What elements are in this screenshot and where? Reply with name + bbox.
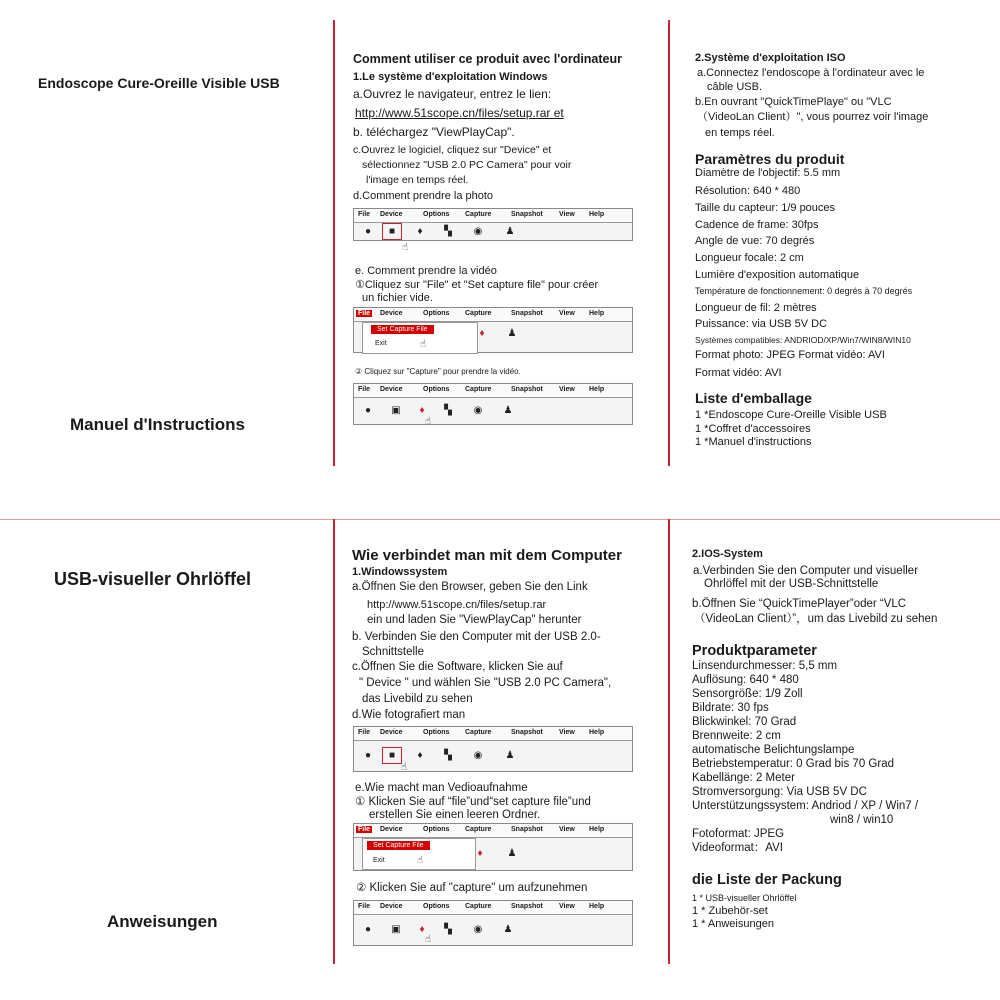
step-e3-de: ② Klicken Sie auf "capture" um aufzunehmen	[356, 882, 588, 894]
param-de: Sensorgröße: 1/9 Zoll	[692, 688, 803, 700]
subheading-windows-fr: 1.Le système d'exploitation Windows	[353, 71, 548, 83]
step-a1-de: a.Öffnen Sie den Browser, geben Sie den Link	[352, 581, 588, 593]
menu-view[interactable]: View	[559, 903, 575, 910]
step-c1-de: c.Öffnen Sie die Software, klicken Sie auf	[352, 661, 563, 673]
param-de: automatische Belichtungslampe	[692, 744, 855, 756]
menu-view[interactable]: View	[559, 826, 575, 833]
record-icon[interactable]: ♦	[479, 328, 485, 339]
toolbar-capture-de	[353, 900, 633, 946]
setup-link-fr[interactable]: http://www.51scope.cn/files/setup.rar et	[355, 106, 564, 120]
divider-de-right	[668, 519, 670, 964]
param-de: Unterstützungssystem: Andriod / XP / Win7 /	[692, 800, 919, 812]
menu-file[interactable]: File	[358, 211, 371, 218]
menu-options[interactable]: Options	[423, 310, 450, 317]
ios-a2-fr: câble USB.	[707, 81, 763, 93]
menu-file[interactable]: File	[358, 386, 371, 393]
camera-icon[interactable]: ▣	[391, 924, 401, 935]
param-de: Auflösung: 640 * 480	[692, 674, 799, 686]
menu-options[interactable]: Options	[423, 903, 450, 910]
hand-cursor-icon: ☝	[401, 762, 408, 773]
step-b-fr: b. téléchargez "ViewPlayCap".	[353, 125, 515, 139]
menu-bar	[354, 209, 632, 223]
manual-title-de: Anweisungen	[107, 912, 218, 931]
ios-b1-fr: b.En ouvrant "QuickTimePlaye" ou "VLC	[695, 96, 892, 108]
user-icon[interactable]: ♟	[507, 848, 517, 859]
param-fr: Longueur focale: 2 cm	[695, 252, 804, 264]
step-d-fr: d.Comment prendre la photo	[353, 190, 494, 202]
param-fr: Résolution: 640 * 480	[695, 185, 801, 197]
step-e1-de: ① Klicken Sie auf “file”und“set capture file”und	[355, 796, 591, 808]
menu-file[interactable]: File	[358, 826, 371, 833]
pack-item-de: 1 * USB-visueller Ohrlöffel	[692, 893, 797, 903]
step-e2-de: erstellen Sie einen leeren Ordner.	[369, 809, 541, 821]
pack-item-de: 1 * Anweisungen	[692, 918, 774, 930]
menu-help[interactable]: Help	[589, 826, 605, 833]
menu-bar	[354, 727, 632, 741]
film-icon[interactable]: ▚	[444, 750, 452, 761]
param-de: Blickwinkel: 70 Grad	[692, 716, 797, 728]
menu-bar	[354, 901, 632, 915]
hand-cursor-icon: ☝	[402, 242, 409, 253]
menu-device[interactable]: Device	[380, 903, 403, 910]
menu-options[interactable]: Options	[423, 729, 450, 736]
menu-options[interactable]: Options	[423, 211, 450, 218]
exit-item[interactable]: Exit	[375, 340, 387, 347]
menu-device[interactable]: Device	[380, 729, 403, 736]
menu-help[interactable]: Help	[589, 729, 605, 736]
menu-capture[interactable]: Capture	[465, 826, 492, 833]
section-divider	[0, 519, 1000, 520]
heading-de: Wie verbindet man mit dem Computer	[352, 547, 622, 564]
hand-cursor-icon: ☝	[425, 934, 432, 945]
menu-file[interactable]: File	[358, 729, 371, 736]
ios-b2-fr: （VideoLan Client）", vous pourrez voir l'image	[697, 111, 929, 123]
param-de: Stromversorgung: Via USB 5V DC	[692, 786, 867, 798]
params-title-fr: Paramètres du produit	[695, 151, 845, 167]
camera-icon[interactable]: ▣	[391, 405, 401, 416]
step-e2-fr: un fichier vide.	[362, 292, 433, 304]
menu-view[interactable]: View	[559, 386, 575, 393]
pack-title-fr: Liste d'emballage	[695, 390, 812, 406]
menu-bar	[354, 308, 632, 322]
hand-cursor-icon: ☝	[417, 855, 424, 866]
menu-view[interactable]: View	[559, 310, 575, 317]
param-de: Betriebstemperatur: 0 Grad bis 70 Grad	[692, 758, 894, 770]
user-icon[interactable]: ♟	[503, 924, 513, 935]
param-fr: Taille du capteur: 1/9 pouces	[695, 202, 836, 214]
pack-item-fr: 1 *Coffret d'accessoires	[695, 423, 811, 435]
cover-title-de: USB-visueller Ohrlöffel	[54, 569, 252, 589]
step-b2-de: Schnittstelle	[362, 646, 425, 658]
menu-capture[interactable]: Capture	[465, 903, 492, 910]
pack-title-de: die Liste der Packung	[692, 872, 842, 888]
set-capture-file-item[interactable]: Set Capture File	[367, 841, 430, 850]
step-c2-de: " Device " und wählen Sie "USB 2.0 PC Camera",	[359, 677, 612, 689]
menu-options[interactable]: Options	[423, 826, 450, 833]
manual-title-fr: Manuel d'Instructions	[70, 415, 245, 434]
step-c1-fr: c.Ouvrez le logiciel, cliquez sur "Device" et	[353, 144, 552, 156]
param-fr: Format vidéo: AVI	[695, 367, 782, 379]
menu-device[interactable]: Device	[380, 310, 403, 317]
menu-help[interactable]: Help	[589, 310, 605, 317]
heading-fr: Comment utiliser ce produit avec l'ordinateur	[353, 52, 623, 66]
menu-capture[interactable]: Capture	[465, 211, 492, 218]
step-c3-fr: l'image en temps réel.	[366, 174, 469, 186]
step-a-fr: a.Ouvrez le navigateur, entrez le lien:	[353, 87, 552, 101]
film-icon[interactable]: ▚	[444, 405, 452, 416]
hand-cursor-icon: ☝	[420, 339, 427, 350]
step-e3-fr: ② Cliquez sur "Capture" pour prendre la vidéo.	[355, 367, 521, 376]
param-fr: Angle de vue: 70 degrés	[695, 235, 815, 247]
pack-item-fr: 1 *Endoscope Cure-Oreille Visible USB	[695, 409, 887, 421]
param-de: Fotoformat: JPEG	[692, 828, 785, 840]
param-fr: Température de fonctionnement: 0 degrés à 70 degrés	[695, 286, 913, 296]
subheading-ios-de: 2.IOS-System	[692, 548, 763, 560]
user-icon[interactable]: ♟	[507, 328, 517, 339]
ios-b3-fr: en temps réel.	[705, 127, 775, 139]
cover-title-fr: Endoscope Cure-Oreille Visible USB	[38, 75, 280, 91]
webcam-icon[interactable]: ●	[364, 226, 372, 237]
webcam-icon[interactable]: ●	[364, 405, 372, 416]
param-fr: Longueur de fil: 2 mètres	[695, 302, 817, 314]
step-b1-de: b. Verbinden Sie den Computer mit der USB 2.0-	[352, 631, 601, 643]
step-e-de: e.Wie macht man Vedioaufnahme	[355, 782, 528, 794]
ios-a1-fr: a.Connectez l'endoscope à l'ordinateur avec le	[697, 67, 925, 79]
exit-item[interactable]: Exit	[373, 857, 385, 864]
menu-capture[interactable]: Capture	[465, 386, 492, 393]
step-c2-fr: sélectionnez "USB 2.0 PC Camera" pour voir	[362, 159, 572, 171]
menu-options[interactable]: Options	[423, 386, 450, 393]
step-c3-de: das Livebild zu sehen	[362, 693, 473, 705]
subheading-windows-de: 1.Windowssystem	[352, 566, 448, 578]
menu-capture[interactable]: Capture	[465, 729, 492, 736]
user-icon[interactable]: ♟	[505, 226, 515, 237]
menu-bar	[354, 384, 632, 398]
camera-icon[interactable]: ■	[382, 747, 402, 764]
menu-file[interactable]: File	[358, 903, 371, 910]
param-de: Brennweite: 2 cm	[692, 730, 781, 742]
settings-icon[interactable]: ◉	[473, 405, 483, 416]
param-fr: Diamètre de l'objectif: 5.5 mm	[695, 167, 841, 179]
menu-snapshot[interactable]: Snapshot	[511, 903, 543, 910]
menu-device[interactable]: Device	[380, 211, 403, 218]
ios-a1-de: a.Verbinden Sie den Computer und visueller	[693, 565, 919, 577]
ios-b2-de: （VideoLan Client）”，um das Livebild zu sehen	[694, 613, 938, 625]
param-de: Kabellänge: 2 Meter	[692, 772, 795, 784]
menu-help[interactable]: Help	[589, 211, 605, 218]
webcam-icon[interactable]: ●	[364, 750, 372, 761]
hand-cursor-icon: ☝	[425, 416, 432, 427]
divider-de-left	[333, 519, 335, 964]
toolbar-photo-de	[353, 726, 633, 772]
menu-device[interactable]: Device	[380, 826, 403, 833]
divider-fr-right	[668, 20, 670, 466]
film-icon[interactable]: ▚	[444, 924, 452, 935]
webcam-icon[interactable]: ●	[364, 924, 372, 935]
divider-fr-left	[333, 20, 335, 466]
setup-link-de[interactable]: http://www.51scope.cn/files/setup.rar	[367, 599, 547, 611]
pack-item-de: 1 * Zubehör-set	[692, 905, 768, 917]
menu-capture[interactable]: Capture	[465, 310, 492, 317]
pack-item-fr: 1 *Manuel d'instructions	[695, 436, 812, 448]
menu-snapshot[interactable]: Snapshot	[511, 211, 543, 218]
ios-b1-de: b.Öffnen Sie “QuickTimePlayer”oder “VLC	[692, 598, 907, 610]
camera-icon[interactable]: ■	[382, 223, 402, 240]
menu-help[interactable]: Help	[589, 386, 605, 393]
ios-a2-de: Ohrlöffel mit der USB-Schnittstelle	[704, 578, 879, 590]
menu-bar	[354, 824, 632, 838]
menu-view[interactable]: View	[559, 211, 575, 218]
menu-snapshot[interactable]: Snapshot	[511, 826, 543, 833]
record-icon[interactable]: ♦	[419, 924, 425, 935]
user-icon[interactable]: ♟	[505, 750, 515, 761]
params-title-de: Produktparameter	[692, 643, 817, 659]
param-fr: Cadence de frame: 30fps	[695, 219, 819, 231]
step-e-fr: e. Comment prendre la vidéo	[355, 265, 497, 277]
subheading-ios-fr: 2.Système d'exploitation ISO	[695, 52, 846, 64]
param-de: Videoformat：AVI	[692, 842, 783, 854]
record-icon[interactable]: ♦	[417, 226, 423, 237]
menu-snapshot[interactable]: Snapshot	[511, 310, 543, 317]
menu-view[interactable]: View	[559, 729, 575, 736]
param-de: Linsendurchmesser: 5,5 mm	[692, 660, 838, 672]
menu-snapshot[interactable]: Snapshot	[511, 729, 543, 736]
menu-device[interactable]: Device	[380, 386, 403, 393]
settings-icon[interactable]: ◉	[473, 226, 483, 237]
record-icon[interactable]: ♦	[419, 405, 425, 416]
settings-icon[interactable]: ◉	[473, 924, 483, 935]
param-fr: Systèmes compatibles: ANDRIOD/XP/Win7/WIN8/WIN10	[695, 335, 911, 345]
param-fr: Puissance: via USB 5V DC	[695, 318, 828, 330]
step-a3-de: ein und laden Sie "ViewPlayCap" herunter	[367, 614, 582, 626]
step-d-de: d.Wie fotografiert man	[352, 709, 466, 721]
menu-help[interactable]: Help	[589, 903, 605, 910]
toolbar-photo-fr	[353, 208, 633, 241]
param-de: win8 / win10	[830, 814, 894, 826]
step-e1-fr: ①Cliquez sur "File" et "Set capture file" pour créer	[355, 279, 599, 291]
user-icon[interactable]: ♟	[503, 405, 513, 416]
record-icon[interactable]: ♦	[417, 750, 423, 761]
settings-icon[interactable]: ◉	[473, 750, 483, 761]
param-de: Bildrate: 30 fps	[692, 702, 769, 714]
menu-file[interactable]: File	[358, 310, 371, 317]
film-icon[interactable]: ▚	[444, 226, 452, 237]
set-capture-file-item[interactable]: Set Capture File	[371, 325, 434, 334]
menu-snapshot[interactable]: Snapshot	[511, 386, 543, 393]
param-fr: Lumière d'exposition automatique	[695, 269, 860, 281]
record-icon[interactable]: ♦	[477, 848, 483, 859]
toolbar-capture-fr	[353, 383, 633, 425]
param-fr: Format photo: JPEG Format vidéo: AVI	[695, 349, 885, 361]
